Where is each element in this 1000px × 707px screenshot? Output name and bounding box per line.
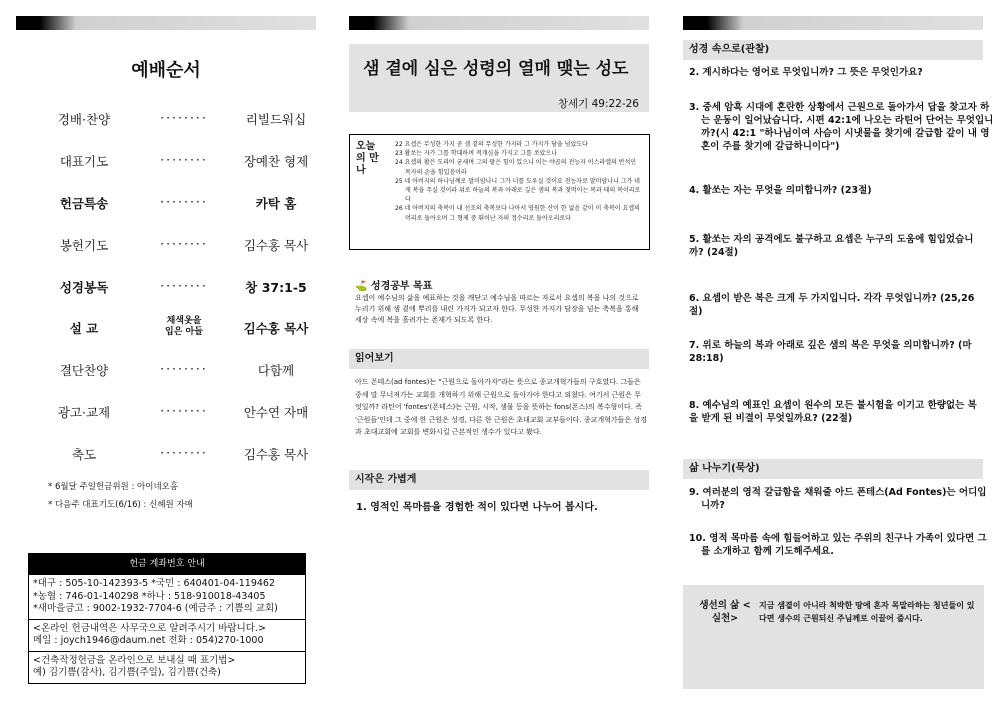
online-contact: 메일 : joych1946@daum.net 전화 : 054)270-1000	[33, 635, 264, 646]
order-person: 장예찬 형제	[243, 154, 309, 169]
order-person: 김수홍 목사	[243, 238, 309, 253]
question-2: 2. 계시하다는 영어로 무엇입니까? 그 뜻은 무엇인가요?	[689, 67, 923, 78]
online-title: <온라인 헌금내역은 사무국으로 알려주시기 바랍니다.>	[33, 622, 266, 634]
order-person: 김수홍 목사	[243, 447, 309, 462]
worship-order-row	[16, 194, 316, 214]
sermon-title-line: 입은 아들	[165, 327, 203, 337]
scripture-reference: 창세기 49:22-26	[557, 98, 639, 110]
question-10: 10. 영적 목마름 속에 힘들어하고 있는 주위의 친구나 가족이 있다면 그를 소개하고 함께 기도해주세요.	[689, 533, 987, 557]
order-person: 안수연 자매	[243, 405, 309, 420]
order-dots	[144, 316, 224, 338]
order-dots: ········	[160, 152, 208, 167]
account-numbers	[29, 574, 305, 619]
account-line-3: *새마을금고 : 9002-1932-7704-6 (예금주 : 기쁨의 교회)	[33, 603, 278, 614]
note-1: * 6월달 주일헌금위원 : 아이네오홈	[48, 482, 179, 492]
order-item: 대표기도	[59, 154, 109, 169]
notes	[48, 478, 193, 514]
column2-top-bar	[349, 16, 649, 30]
order-person: 창 37:1-5	[245, 280, 307, 295]
building-offering-info	[29, 651, 305, 683]
study-goal-title: ⛳ 성경공부 목표	[355, 281, 433, 292]
reading-section-bar: 읽어보기	[349, 349, 649, 369]
order-dots: ········	[160, 236, 208, 251]
worship-order-row	[16, 316, 316, 339]
question-1: 1. 영적인 목마름을 경험한 적이 있다면 나누어 봅시다.	[356, 502, 598, 513]
verse: 26 네 아버지의 축복이 내 선조의 축복보다 나아서 영원한 산이 한 없음 같이 이 축복이 요셉의 머리로 돌아오며 그 형제 중 뛰어난 자의 정수리로 돌아오리로다	[395, 205, 640, 222]
verse: 24 요셉의 활은 도리어 굳세며 그의 팔은 힘이 있으니 이는 야곱의 전능자 이스라엘의 반석인 목자의 손을 힘입음이라	[395, 159, 637, 176]
order-item: 축도	[71, 447, 97, 462]
online-offering-info	[29, 619, 305, 651]
verse: 25 네 아버지의 하나님께로 말미암나니 그가 너를 도우실 것이요 전능자로 말미암나니 그가 네게 복을 주실 것이라 위로 하늘의 복과 아래로 깊은 샘의 복과 젖먹이는 복과 태의 복이리로다	[395, 177, 641, 204]
reading-text: 아드 폰테스(ad fontes)는 "근원으로 돌아가자"라는 뜻으로 종교개혁가들의 구호였다. 그들은 중세 말 무너져가는 교회를 개혁하기 위해 근원으로 돌아가야 한다고 외쳤다. 여기서 근원은 무엇일까? 라틴어 'fontes'(폰테스)는 근원, 시작, 샘물 등을 뜻하는 fons(폰스)의 복수형이다. 즉 '근원들'인데 그 중에 한 근원은 성경, 다른 한 근원은 초대교회 교부들이다. 종교개혁가들은 성경과 초대교회에 교회를 변화시킬 근본적인 생수가 있다고 봤다.	[355, 378, 647, 436]
order-person: 리빌드워십	[245, 112, 307, 127]
study-goal-text: 요셉이 예수님의 삶을 예표하는 것을 깨닫고 예수님을 따르는 자로서 요셉의 복을 나의 것으로 누리기 위해 샘 곁에 뿌리를 내린 가지가 되고자 한다. 무성한 가지가 담장을 넘는 축복을 통해 세상 속에 복을 흘려가는 존재가 되도록 한다.	[355, 294, 639, 324]
question-5: 5. 활쏘는 자의 공격에도 불구하고 요셉은 누구의 도움에 힘입었습니까? (24절)	[689, 234, 974, 258]
verse: 22 요셉은 무성한 가지 곧 샘 곁의 무성한 가지라 그 가지가 담을 넘었도다	[395, 141, 588, 148]
order-dots: ········	[160, 194, 208, 209]
account-line-1: *대구 : 505-10-142393-5 *국민 : 640401-04-119462	[33, 578, 275, 589]
account-line-2: *농협 : 746-01-140298 *하나 : 518-910018-43405	[33, 590, 266, 602]
order-dots: ········	[160, 361, 208, 376]
column3-top-bar	[683, 16, 983, 30]
life-practice-label: 생선의 삶 <실천>	[699, 600, 751, 624]
order-item: 헌금특송	[59, 196, 109, 211]
worship-order-row	[16, 110, 316, 130]
order-item: 경배·찬양	[57, 112, 111, 127]
order-dots: ········	[160, 110, 208, 125]
order-item: 결단찬양	[59, 363, 109, 378]
question-7: 7. 위로 하늘의 복과 아래로 깊은 샘의 복은 무엇을 의미합니까? (마 28:18)	[689, 340, 972, 364]
worship-order-row	[16, 361, 316, 381]
order-item: 광고·교제	[57, 405, 111, 420]
order-person: 다함께	[257, 363, 295, 378]
life-practice-box	[683, 585, 984, 689]
worship-order-row	[16, 403, 316, 423]
order-item: 봉헌기도	[59, 238, 109, 253]
worship-order-row	[16, 445, 316, 465]
order-dots: ········	[160, 278, 208, 293]
order-item: 설 교	[69, 321, 99, 336]
question-9: 9. 여러분의 영적 갈급함을 채워줄 아드 폰테스(Ad Fontes)는 어디입니까?	[689, 487, 987, 511]
question-4: 4. 활쏘는 자는 무엇을 의미합니까? (23절)	[689, 185, 872, 196]
column1-top-bar	[16, 16, 316, 30]
order-dots: ········	[160, 445, 208, 460]
sermon-title-line: 채색옷을	[166, 316, 202, 326]
offering-account-box	[28, 553, 306, 684]
question-6: 6. 요셉이 받은 복은 크게 두 가지입니다. 각각 무엇입니까? (25,26절)	[689, 293, 975, 317]
start-section-bar: 시작은 가볍게	[349, 470, 649, 490]
life-practice-text: 지금 샘곁이 아니라 척박한 땅에 혼자 목말라하는 청년들이 있다면 생수의 근원되신 주님께로 이끌어 줍시다.	[759, 601, 975, 623]
life-sharing-bar: 삶 나누기(묵상)	[683, 459, 983, 479]
order-person: 김수홍 목사	[243, 321, 309, 336]
manna-label: 오늘의 만나	[356, 141, 379, 176]
inside-bible-bar: 성경 속으로(관찰)	[683, 40, 983, 60]
question-8: 8. 예수님의 예표인 요셉이 원수의 모든 불시험을 이기고 한량없는 복을 받게 된 비결이 무엇일까요? (22절)	[689, 400, 977, 424]
todays-manna-box	[349, 134, 650, 250]
account-header: 헌금 계좌번호 안내	[29, 554, 305, 574]
worship-order-row	[16, 236, 316, 256]
note-2: * 다음주 대표기도(6/16) : 신혜원 자매	[48, 500, 193, 510]
sermon-title: 샘 곁에 심은 성령의 열매 맺는 성도	[363, 59, 629, 79]
order-item: 성경봉독	[59, 280, 109, 295]
verse: 23 활쏘는 자가 그를 학대하며 적개심을 가지고 그를 쏘았으나	[395, 150, 557, 158]
build-title: <건축작정헌금을 온라인으로 보내실 때 표기법>	[33, 654, 236, 666]
worship-order-row	[16, 278, 316, 298]
build-example: 예) 김기쁨(감사), 김기쁨(주일), 김기쁨(건축)	[33, 667, 221, 678]
worship-order-title: 예배순서	[131, 60, 201, 81]
question-3: 3. 중세 암흑 시대에 혼란한 상황에서 근원으로 돌아가서 답을 찾고자 하는 운동이 일어났습니다. 시편 42:1에 나오는 라틴어 단어는 무엇입니까?(시 42:1 "하나님이여 사슴이 시냇물을 찾기에 갈급함 같이 내 영혼이 주를 찾기에 갈급하니이다")	[689, 102, 994, 152]
order-dots: ········	[160, 403, 208, 418]
manna-verses	[395, 140, 643, 223]
order-person: 카탁 홈	[255, 196, 297, 211]
sermon-title-box	[349, 44, 649, 112]
worship-order-row	[16, 152, 316, 172]
